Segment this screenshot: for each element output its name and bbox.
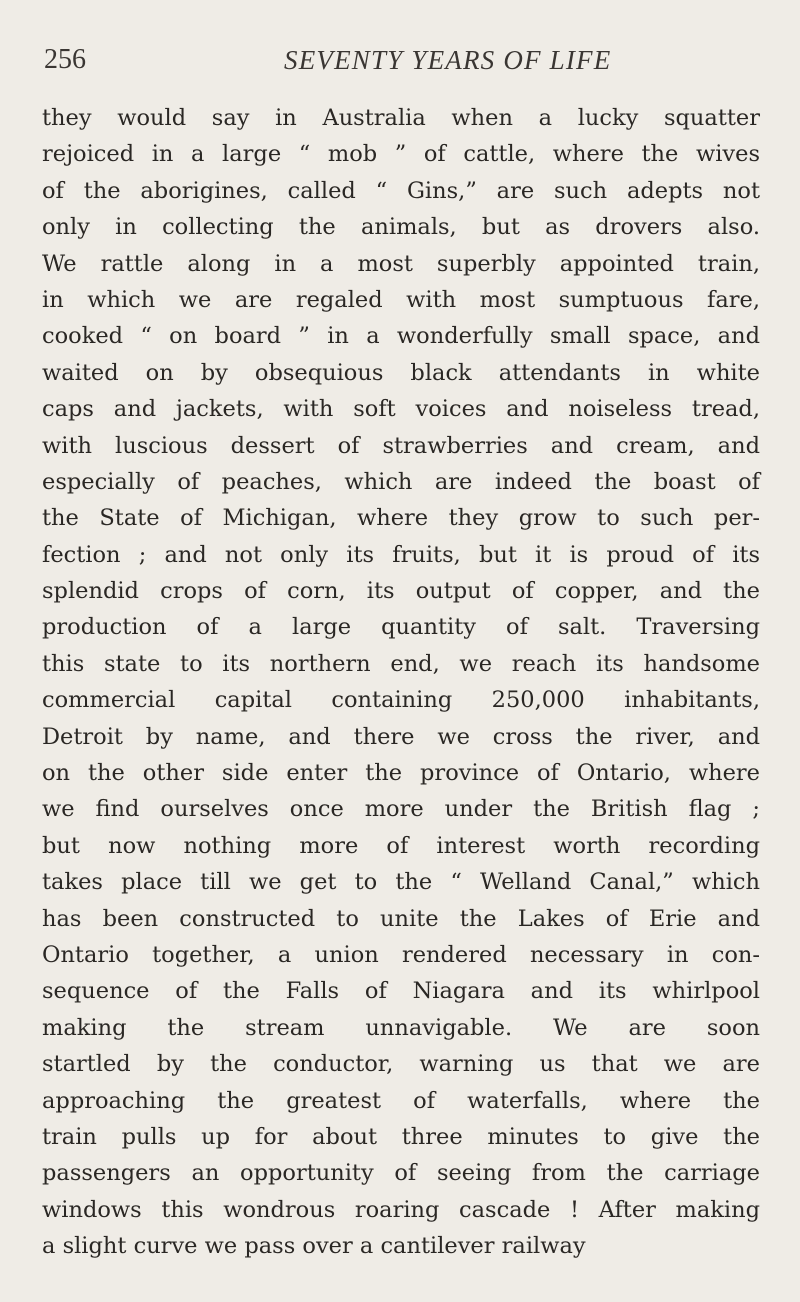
text-line: they would say in Australia when a lucky squatter bbox=[42, 105, 760, 131]
text-line: Ontario together, a union rendered necessary in con- bbox=[42, 941, 760, 968]
text-line: splendid crops of corn, its output of copper, and the bbox=[42, 578, 760, 605]
text-line: the State of Michigan, where they grow to such per- bbox=[42, 505, 760, 532]
text-line: Detroit by name, and there we cross the river, and bbox=[42, 723, 760, 750]
text-line: this state to its northern end, we reach its handsome bbox=[42, 650, 760, 677]
body-text bbox=[42, 100, 760, 1265]
text-line: caps and jackets, with soft voices and noiseless tread, bbox=[42, 396, 760, 423]
text-line: with luscious dessert of strawberries and cream, and bbox=[42, 432, 760, 459]
page-number: 256 bbox=[44, 44, 86, 75]
text-line: a slight curve we pass over a cantilever railway bbox=[42, 1233, 586, 1260]
text-line: waited on by obsequious black attendants in white bbox=[42, 359, 760, 386]
running-title: SEVENTY YEARS OF LIFE bbox=[284, 45, 612, 75]
text-line: passengers an opportunity of seeing from the carriage bbox=[42, 1160, 760, 1187]
text-line: but now nothing more of interest worth recording bbox=[42, 832, 760, 859]
text-line: cooked “ on board ” in a wonderfully small space, and bbox=[42, 323, 760, 350]
text-line: sequence of the Falls of Niagara and its whirlpool bbox=[42, 978, 760, 1005]
text-line: commercial capital containing 250,000 inhabitants, bbox=[42, 687, 760, 714]
text-line: in which we are regaled with most sumptuous fare, bbox=[42, 286, 760, 313]
text-line: of the aborigines, called “ Gins,” are such adepts not bbox=[42, 177, 760, 204]
text-line: especially of peaches, which are indeed the boast of bbox=[42, 468, 760, 495]
text-line: we find ourselves once more under the British flag ; bbox=[42, 796, 760, 823]
text-line: We rattle along in a most superbly appointed train, bbox=[42, 250, 760, 277]
text-line: making the stream unnavigable. We are soon bbox=[42, 1014, 760, 1041]
text-line: on the other side enter the province of Ontario, where bbox=[42, 760, 760, 787]
running-head bbox=[44, 40, 756, 80]
text-line: train pulls up for about three minutes to give the bbox=[42, 1123, 760, 1150]
text-line: startled by the conductor, warning us that we are bbox=[42, 1051, 760, 1078]
text-line: has been constructed to unite the Lakes of Erie and bbox=[42, 905, 760, 932]
text-line: rejoiced in a large “ mob ” of cattle, where the wives bbox=[42, 141, 760, 168]
text-line: only in collecting the animals, but as drovers also. bbox=[42, 214, 760, 241]
text-line: windows this wondrous roaring cascade ! After making bbox=[42, 1196, 760, 1223]
text-line: fection ; and not only its fruits, but it is proud of its bbox=[42, 541, 760, 568]
text-line: production of a large quantity of salt. Traversing bbox=[42, 614, 760, 641]
text-line: takes place till we get to the “ Welland Canal,” which bbox=[42, 869, 760, 896]
text-line: approaching the greatest of waterfalls, where the bbox=[42, 1087, 760, 1114]
